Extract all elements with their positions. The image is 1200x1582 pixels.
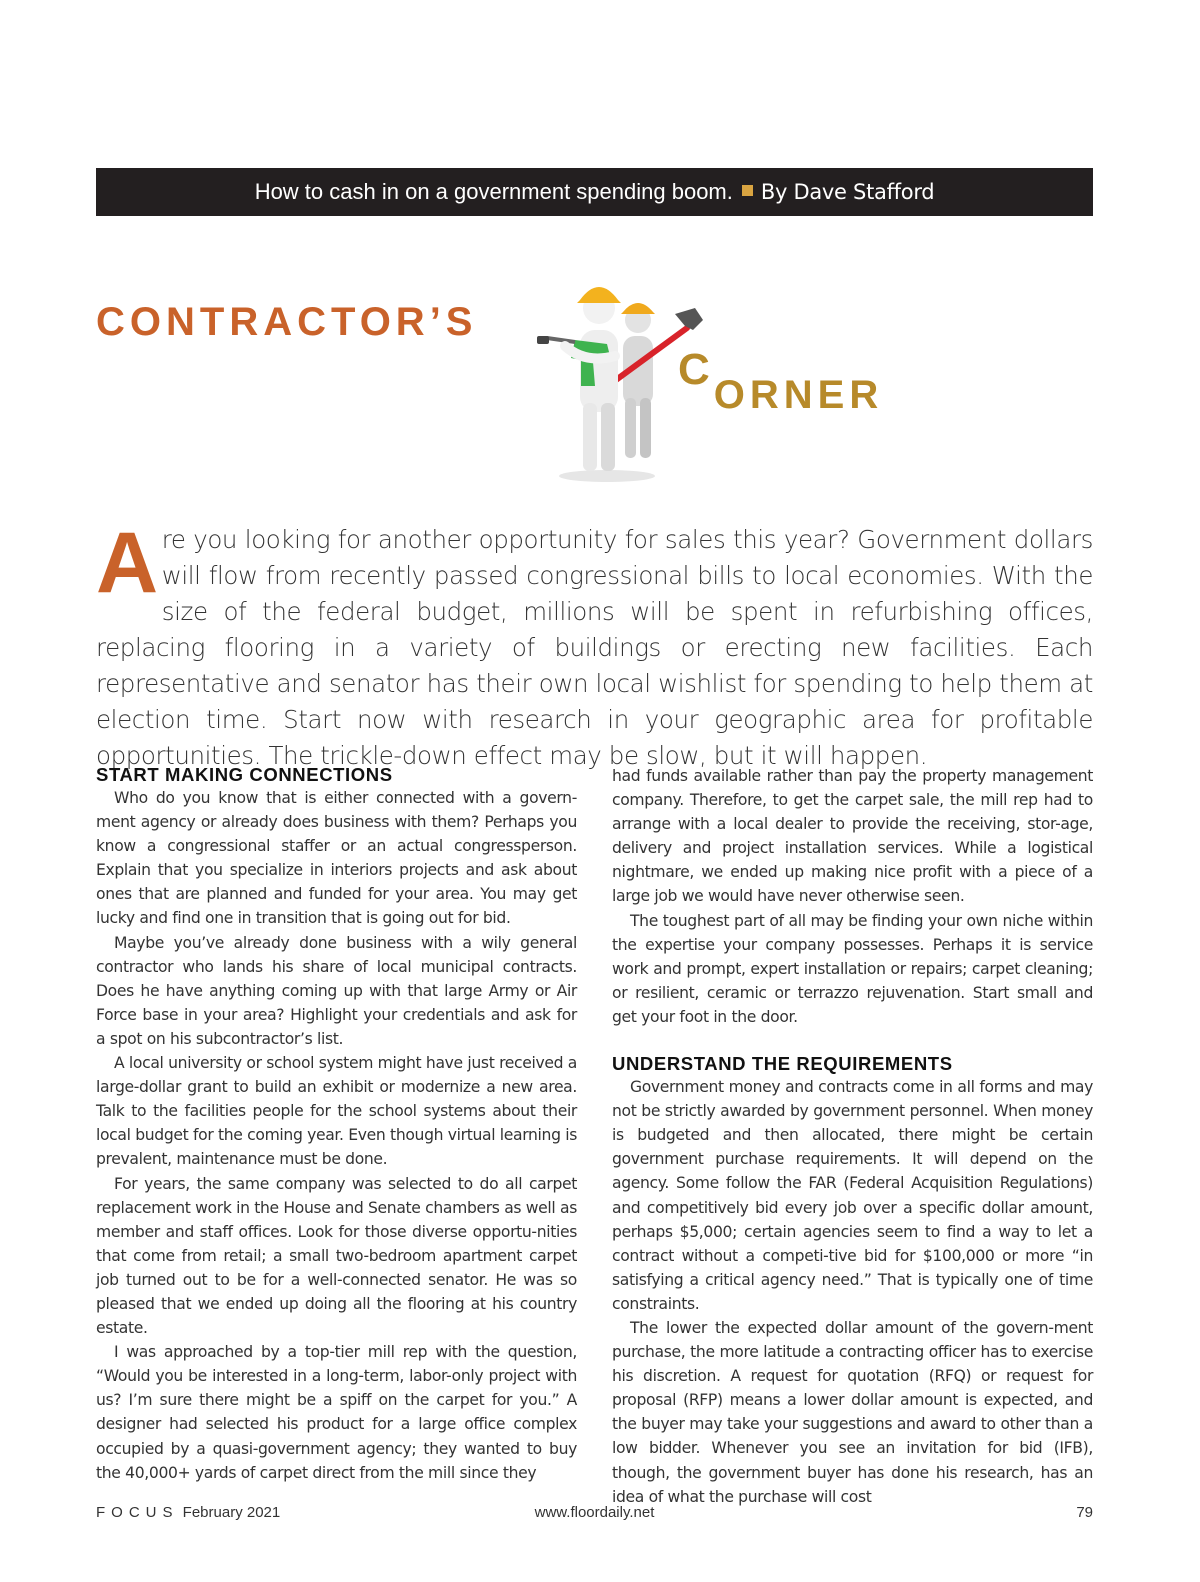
magazine-name: FOCUS	[96, 1504, 179, 1521]
body-paragraph: Who do you know that is either connected with a govern-ment agency or already does business with them? Perhaps you know a congressional staffer or an actual congressperson. Explain that you specialize in interiors projects and ask about ones that are planned and funded for your area. You may get lucky and find one in transition that is going out for bid.	[96, 789, 577, 928]
intro-paragraph	[96, 515, 1093, 774]
body-paragraph-continued: had funds available rather than pay the property management company. Therefore, to get the carpet sale, the mill rep had to arrange with a local dealer to provide the receiving, stor-age, delivery and project installation services. While a logistical nightmare, we ended up making nice profit with a piece of a large job we would have never otherwise seen.	[612, 767, 1093, 906]
issue-date: February 2021	[182, 1504, 281, 1521]
byline: By Dave Stafford	[760, 180, 935, 204]
page-number: 79	[1076, 1504, 1093, 1521]
body-paragraph: I was approached by a top-tier mill rep with the question, “Would you be interested in a long-term, labor-only project with us? I’m sure there might be a spiff on the carpet for you.” A designer had selected his product for a large office complex occupied by a quasi-government agency; they wanted to buy the 40,000+ yards of carpet direct from the mill since they	[96, 1343, 577, 1482]
corner-initial: C	[678, 345, 714, 394]
corner-rest: ORNER	[713, 373, 884, 417]
section-heading-connections: START MAKING CONNECTIONS	[96, 764, 393, 785]
section-heading-requirements: UNDERSTAND THE REQUIREMENTS	[612, 1053, 953, 1075]
square-bullet-icon	[742, 185, 753, 196]
body-paragraph: The toughest part of all may be finding your own niche within the expertise your company possesses. Perhaps it is service work and prompt, expert installation or repairs; carpet cleaning; or resilient, ceramic or terrazzo rejuvenation. Start small and get your foot in the door.	[612, 911, 1093, 1026]
body-paragraph: Maybe you’ve already done business with a wily general contractor who lands his share of local municipal contracts. Does he have anything coming up with that large Army or Air Force base in your area? Highlight your credentials and ask for a spot on his subcontractor’s list.	[96, 933, 577, 1048]
right-column	[612, 764, 1093, 1509]
construction-workers-icon	[535, 268, 715, 483]
column-title-contractors: CONTRACTOR’S	[96, 300, 478, 344]
footer-url[interactable]: www.floordaily.net	[534, 1504, 655, 1521]
body-paragraph: A local university or school system might have just received a large-dollar grant to build an exhibit or modernize a new area. Talk to the facilities people for the school systems about their local budget for the coming year. Even though virtual learning is prevalent, maintenance must be done.	[96, 1054, 577, 1169]
intro-text: re you looking for another opportunity for sales this year? Government dollars will flow from recently passed congressional bills to local economies. With the size of the federal budget, millions will be spent in refurbishing offices, replacing flooring in a variety of buildings or erecting new facilities. Each representative and senator has their own local wishlist for spending to help them at election time. Start now with research in your geographic area for profitable opportunities. The trickle-down effect may be slow, but it will happen.	[96, 525, 1093, 770]
drop-cap: A	[96, 515, 158, 611]
body-paragraph: For years, the same company was selected to do all carpet replacement work in the House and Senate chambers as well as member and staff offices. Look for those diverse opportu-nities that come from retail; a small two-bedroom apartment carpet job turned out to be for a well-connected senator. He was so pleased that we ended up doing all the flooring at his country estate.	[96, 1174, 577, 1338]
banner-headline: How to cash in on a government spending boom.	[254, 179, 733, 204]
body-paragraph: Government money and contracts come in all forms and may not be strictly awarded by government personnel. When money is budgeted and then allocated, there might be certain government purchase requirements. It will depend on the agency. Some follow the FAR (Federal Acquisition Regulations) and competitively bid every job over a specific dollar amount, perhaps $5,000; certain agencies seem to find a way to let a contract without a competi-tive bid for $100,000 or more “in satisfying a critical agency need.” That is typically one of time constraints.	[612, 1078, 1093, 1313]
left-column	[96, 764, 577, 1485]
article-banner	[96, 168, 1093, 216]
body-paragraph: The lower the expected dollar amount of the govern-ment purchase, the more latitude a contracting officer has to exercise his discretion. A request for quotation (RFQ) or request for proposal (RFP) means a lower dollar amount is expected, and the buyer may take your suggestions and award to other than a low bidder. Whenever you see an invitation for bid (IFB), though, the government buyer has done his research, has an idea of what the purchase will cost	[612, 1318, 1093, 1506]
